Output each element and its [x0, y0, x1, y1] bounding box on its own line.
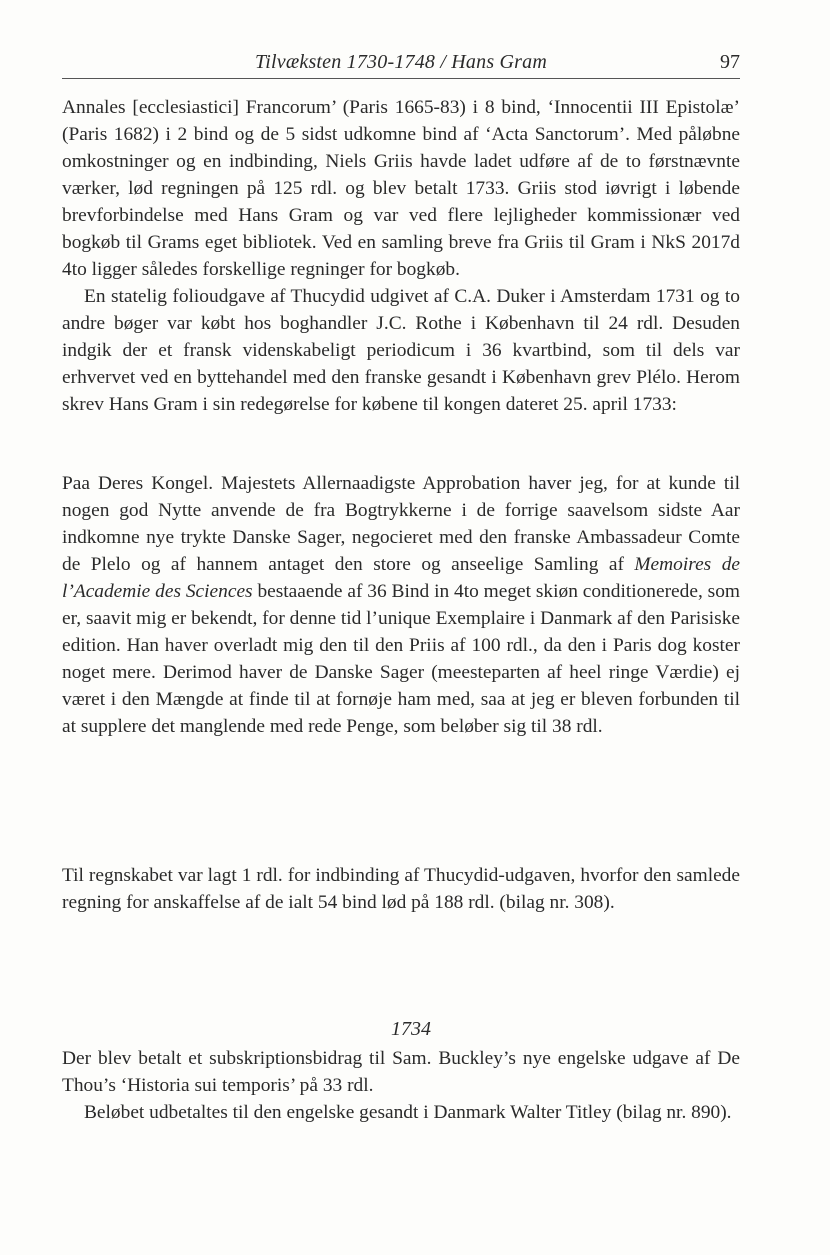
paragraph-thucydid: En statelig folioudgave af Thucydid udgivet af C.A. Duker i Amsterdam 1731 og to andre bøger var købt hos boghandler J.C. Rothe i København til 24 rdl. Desuden indgik der et fransk videnskabeligt periodicum i 36 kvartbind, som til dels var erhvervet ved en byttehandel med den franske gesandt i København grev Plélo. Herom skrev Hans Gram i sin redegørelse for købene til kongen dateret 25. april 1733:	[62, 286, 740, 415]
block-quote	[62, 470, 740, 740]
running-header	[62, 50, 740, 79]
paragraph-buckley: Der blev betalt et subskriptionsbidrag til Sam. Buckley’s nye engelske udgave af De Thou’s ‘Historia sui temporis’ på 33 rdl.	[62, 1048, 740, 1096]
section-1734	[62, 1016, 740, 1126]
paragraph-titley: Beløbet udbetaltes til den engelske gesandt i Danmark Walter Titley (bilag nr. 890).	[84, 1102, 732, 1123]
page-number: 97	[720, 51, 740, 73]
paragraph-griis: Annales [ecclesiastici] Francorum’ (Paris 1665-83) i 8 bind, ‘Innocentii III Epistolæ’ (Paris 1682) i 2 bind og de 5 sidst udkomne bind af ‘Acta Sanctorum’. Med påløbne omkostninger og en indbinding, Niels Griis havde ladet udføre af de to førstnævnte værker, lød regningen på 125 rdl. og blev betalt 1733. Griis stod iøvrigt i løbende brevforbindelse med Hans Gram og var ved flere lejligheder kommissionær ved bogkøb til Grams eget bibliotek. Ved en samling breve fra Griis til Gram i NkS 2017d 4to ligger således forskellige regninger for bogkøb.	[62, 97, 740, 280]
main-text-block	[62, 94, 740, 418]
quote-paragraph	[62, 470, 740, 740]
summary-block	[62, 862, 740, 916]
quote-book-title: Memoires de l’Academie des Sciences	[62, 554, 740, 602]
quote-text-after: bestaaende af 36 Bind in 4to meget skiøn conditionerede, som er, saavit mig er bekendt, for denne tid l’unique Exemplaire i Danmark af den Parisiske edition. Han haver overladt mig den til den Priis af 100 rdl., da den i Paris dog koster noget mere. Derimod haver de Danske Sager (meesteparten af heel ringe Værdie) ej været i den Mængde at finde til at fornøje ham med, saa at jeg er bleven forbunden til at supplere det manglende med rede Penge, som beløber sig til 38 rdl.	[62, 581, 740, 737]
quote-text-before: Paa Deres Kongel. Majestets Allernaadigste Approbation haver jeg, for at kunde til nogen god Nytte anvende de fra Bogtrykkerne i de forrige saavelsom sidste Aar indkomne nye trykte Danske Sager, negocieret med den franske Ambassadeur Comte de Plelo og af hannem antaget den store og anseelige Samling af	[62, 473, 740, 575]
summary-paragraph: Til regnskabet var lagt 1 rdl. for indbinding af Thucydid-udgaven, hvorfor den samlede regning for anskaffelse af de ialt 54 bind lød på 188 rdl. (bilag nr. 308).	[62, 865, 740, 913]
running-title: Tilvæksten 1730-1748 / Hans Gram	[255, 51, 547, 73]
year-heading: 1734	[391, 1018, 431, 1040]
